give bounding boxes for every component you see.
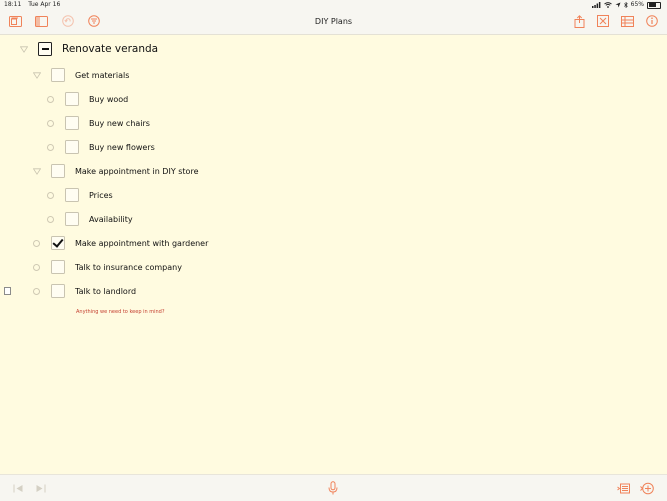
- row-handle-dot[interactable]: [32, 287, 41, 296]
- info-icon: [646, 15, 658, 27]
- row-label[interactable]: Make appointment in DIY store: [75, 166, 199, 176]
- outline-row: [46, 89, 128, 109]
- row-handle-dot[interactable]: [46, 215, 55, 224]
- row-checkbox[interactable]: [51, 68, 65, 82]
- bottom-toolbar: [0, 474, 667, 501]
- row-label[interactable]: Buy new chairs: [89, 118, 150, 128]
- row-label[interactable]: Buy new flowers: [89, 142, 155, 152]
- row-checkbox-checked[interactable]: [51, 236, 65, 250]
- format-icon: [597, 15, 609, 27]
- row-note[interactable]: Anything we need to keep in mind?: [76, 309, 165, 315]
- row-handle-dot[interactable]: [46, 95, 55, 104]
- bluetooth-icon: [624, 2, 628, 8]
- add-note-icon: [617, 483, 630, 494]
- outline-row: [46, 113, 150, 133]
- row-handle-dot[interactable]: [46, 143, 55, 152]
- outline-row: [46, 137, 155, 157]
- row-checkbox[interactable]: [51, 284, 65, 298]
- row-checkbox[interactable]: [65, 92, 79, 106]
- row-checkbox[interactable]: [65, 212, 79, 226]
- row-checkbox[interactable]: [65, 140, 79, 154]
- outline-row: [19, 39, 158, 59]
- row-label[interactable]: Talk to landlord: [75, 286, 137, 296]
- outline-row: [32, 65, 129, 85]
- row-checkbox[interactable]: [65, 116, 79, 130]
- status-time: 18:11: [4, 1, 22, 8]
- disclosure-triangle-icon[interactable]: [19, 45, 28, 54]
- row-label[interactable]: Talk to insurance company: [75, 262, 182, 272]
- outline-row: [46, 209, 133, 229]
- indent-button[interactable]: [33, 481, 47, 495]
- share-icon: [574, 15, 585, 28]
- outline-row: [32, 257, 182, 277]
- share-button[interactable]: [572, 14, 586, 28]
- nav-bar: [0, 10, 667, 35]
- battery-icon: [647, 2, 661, 9]
- row-label[interactable]: Make appointment with gardener: [75, 238, 209, 248]
- row-label[interactable]: Buy wood: [89, 94, 129, 104]
- outline-row: [32, 233, 208, 253]
- dictation-button[interactable]: [326, 481, 340, 495]
- note-indicator-icon[interactable]: [4, 287, 11, 295]
- outline-row: [32, 161, 198, 181]
- document-title: DIY Plans: [314, 17, 353, 26]
- location-icon: [615, 2, 621, 8]
- columns-button[interactable]: [620, 14, 634, 28]
- row-label[interactable]: Prices: [89, 190, 113, 200]
- row-handle-dot[interactable]: [46, 191, 55, 200]
- row-checkbox-mixed[interactable]: [38, 42, 52, 56]
- disclosure-triangle-icon[interactable]: [32, 71, 41, 80]
- battery-percent: 65%: [630, 1, 644, 8]
- row-label[interactable]: Renovate veranda: [62, 43, 159, 55]
- row-handle-dot[interactable]: [32, 263, 41, 272]
- outline-row: [32, 281, 136, 301]
- microphone-icon: [328, 481, 338, 495]
- cellular-signal-icon: [592, 2, 601, 8]
- outdent-button[interactable]: [11, 481, 25, 495]
- row-checkbox[interactable]: [51, 260, 65, 274]
- add-row-button[interactable]: [640, 481, 654, 495]
- columns-icon: [621, 16, 634, 27]
- outline-editor: [0, 34, 667, 474]
- row-checkbox[interactable]: [51, 164, 65, 178]
- row-handle-dot[interactable]: [46, 119, 55, 128]
- wifi-icon: [604, 2, 612, 8]
- row-handle-dot[interactable]: [32, 239, 41, 248]
- info-button[interactable]: [645, 14, 659, 28]
- status-bar: [0, 0, 667, 10]
- disclosure-triangle-icon[interactable]: [32, 167, 41, 176]
- row-checkbox[interactable]: [65, 188, 79, 202]
- outline-row: [46, 185, 113, 205]
- row-label[interactable]: Get materials: [75, 70, 130, 80]
- format-button[interactable]: [596, 14, 610, 28]
- add-note-button[interactable]: [616, 481, 630, 495]
- add-row-icon: [640, 482, 654, 495]
- row-label[interactable]: Availability: [89, 214, 133, 224]
- status-date: Tue Apr 16: [28, 1, 61, 8]
- outdent-icon: [13, 484, 24, 493]
- indent-icon: [35, 484, 46, 493]
